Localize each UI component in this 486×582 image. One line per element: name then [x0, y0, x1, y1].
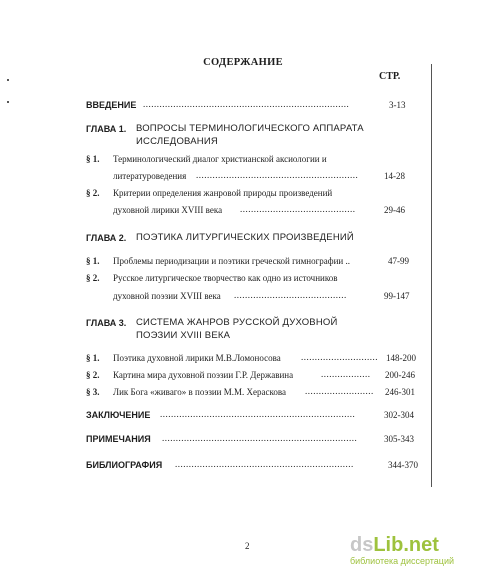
ch3-item3-mark: § 3. [86, 387, 100, 397]
chapter3-title: СИСТЕМА ЖАНРОВ РУССКОЙ ДУХОВНОЙ [136, 317, 338, 328]
chapter3-label: ГЛАВА 3. [86, 318, 127, 328]
ch3-item1-pages: 148-200 [386, 353, 416, 363]
ch1-item1-pages: 14-28 [384, 171, 405, 181]
ch3-item2-mark: § 2. [86, 370, 100, 380]
chapter1-title: ВОПРОСЫ ТЕРМИНОЛОГИЧЕСКОГО АППАРАТА [136, 123, 364, 134]
ch2-item2-text: Русское литургическое творчество как одно из источников [113, 273, 338, 283]
ch2-item2-text-cont: духовной поэзии XVIII века [113, 291, 221, 301]
ch1-item2-text-cont: духовной лирики XVIII века [113, 205, 223, 215]
page-number: 2 [245, 541, 250, 551]
ch3-item3-dots: ......................... [305, 386, 374, 396]
page-column-rule [431, 64, 432, 487]
notes-dots: ....................................................................... [162, 433, 358, 443]
ch3-item3-text: Лик Бога «живаго» в поэзии М.М. Хераскова [113, 387, 287, 397]
ch1-item1-mark: § 1. [86, 154, 100, 164]
intro-pages: 3-13 [389, 100, 406, 110]
ch2-item1-pages: 47-99 [388, 256, 409, 266]
chapter2-title: ПОЭТИКА ЛИТУРГИЧЕСКИХ ПРОИЗВЕДЕНИЙ [136, 232, 354, 243]
ch1-item1-dots: ........................................................... [196, 170, 359, 180]
ch3-item1-mark: § 1. [86, 353, 100, 363]
chapter3-title-cont: ПОЭЗИИ XVIII ВЕКА [136, 330, 231, 341]
margin-mark [7, 101, 9, 103]
ch2-item2-dots: ......................................... [234, 290, 347, 300]
ch2-item1-text: Проблемы периодизации и поэтики греческой гимнографии .. [113, 256, 350, 266]
notes-label: ПРИМЕЧАНИЯ [86, 434, 151, 444]
ch3-item2-text: Картина мира духовной поэзии Г.Р. Державина [113, 370, 294, 380]
bibliography-dots: ................................................................. [175, 459, 354, 469]
watermark-logo-ds: ds [350, 534, 374, 556]
ch1-item2-pages: 29-46 [384, 205, 405, 215]
intro-label: ВВЕДЕНИЕ [86, 100, 137, 110]
margin-mark [7, 79, 9, 81]
ch3-item1-text: Поэтика духовной лирики М.В.Ломоносова [113, 353, 281, 363]
bibliography-pages: 344-370 [388, 460, 418, 470]
conclusion-label: ЗАКЛЮЧЕНИЕ [86, 410, 151, 420]
watermark-subtitle: библиотека диссертаций [350, 556, 455, 566]
ch3-item2-pages: 200-246 [385, 370, 415, 380]
ch1-item1-text: Терминологический диалог христианской аксиологии и [113, 154, 327, 164]
ch2-item1-mark: § 1. [86, 256, 100, 266]
chapter1-label: ГЛАВА 1. [86, 124, 127, 134]
ch1-item2-text: Критерии определения жанровой природы произведений [113, 188, 333, 198]
chapter1-title-cont: ИССЛЕДОВАНИЯ [136, 136, 218, 147]
conclusion-pages: 302-304 [384, 410, 414, 420]
ch3-item3-pages: 246-301 [385, 387, 415, 397]
ch1-item2-dots: .......................................... [240, 204, 356, 214]
watermark-logo-lib: Lib.net [373, 534, 439, 556]
ch2-item2-pages: 99-147 [384, 291, 410, 301]
ch2-item2-mark: § 2. [86, 273, 100, 283]
intro-dots: ........................................................................... [143, 99, 350, 109]
page-title: СОДЕРЖАНИЕ [203, 57, 283, 68]
chapter2-label: ГЛАВА 2. [86, 233, 127, 243]
notes-pages: 305-343 [384, 434, 414, 444]
page-column-label: СТР. [379, 71, 401, 82]
bibliography-label: БИБЛИОГРАФИЯ [86, 460, 163, 470]
ch1-item2-mark: § 2. [86, 188, 100, 198]
conclusion-dots: ....................................................................... [160, 409, 356, 419]
watermark-logo [350, 534, 439, 557]
ch3-item1-dots: ............................ [301, 352, 378, 362]
ch3-item2-dots: .................. [321, 369, 371, 379]
ch1-item1-text-cont: литературоведения [113, 171, 187, 181]
